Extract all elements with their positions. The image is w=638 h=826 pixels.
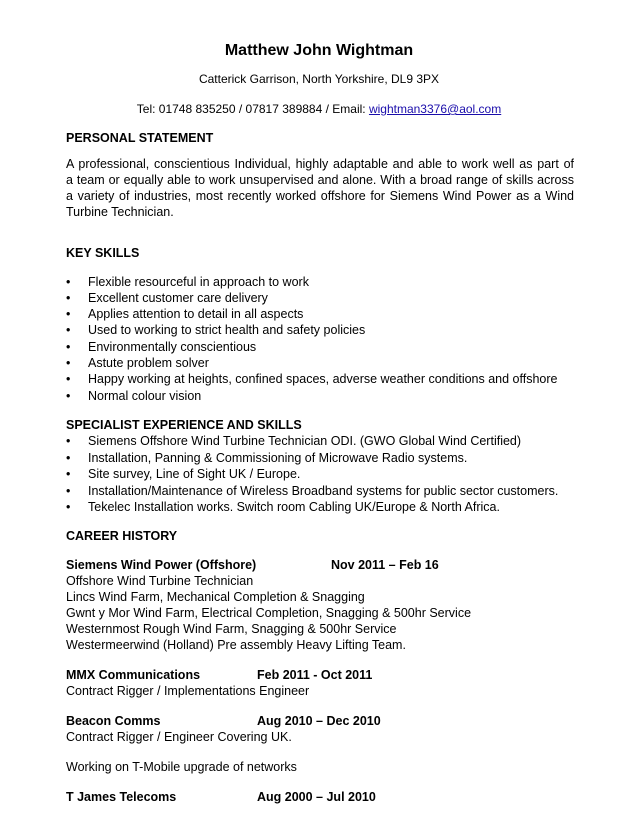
job-employer: T James Telecoms xyxy=(66,790,177,804)
key-skill-text: Happy working at heights, confined spaces, adverse weather conditions and offshore xyxy=(88,372,558,386)
address: Catterick Garrison, North Yorkshire, DL9 3PX xyxy=(198,72,440,86)
bullet-icon: • xyxy=(66,451,71,465)
key-skill-text: Astute problem solver xyxy=(88,356,209,370)
job-dates: Nov 2011 – Feb 16 xyxy=(331,558,439,572)
bullet-icon: • xyxy=(66,307,71,321)
email-link[interactable]: wightman3376@aol.com xyxy=(368,102,502,116)
resume-name: Matthew John Wightman xyxy=(224,42,414,59)
key-skill-text: Applies attention to detail in all aspects xyxy=(88,307,304,321)
job-employer: Siemens Wind Power (Offshore) xyxy=(66,558,257,572)
key-skill-text: Used to working to strict health and safety policies xyxy=(88,323,366,337)
career-history-heading: CAREER HISTORY xyxy=(66,529,178,543)
job-detail: Westermeerwind (Holland) Pre assembly Heavy Lifting Team. xyxy=(66,638,406,652)
specialist-heading: SPECIALIST EXPERIENCE AND SKILLS xyxy=(66,418,302,432)
statement-line: Turbine Technician. xyxy=(66,205,174,219)
bullet-icon: • xyxy=(66,356,71,370)
personal-statement-heading: PERSONAL STATEMENT xyxy=(66,131,214,145)
bullet-icon: • xyxy=(66,372,71,386)
specialist-text: Tekelec Installation works. Switch room Cabling UK/Europe & North Africa. xyxy=(88,500,500,514)
specialist-text: Installation, Panning & Commissioning of Microwave Radio systems. xyxy=(88,451,468,465)
key-skill-text: Normal colour vision xyxy=(88,389,202,403)
bullet-icon: • xyxy=(66,389,71,403)
specialist-text: Installation/Maintenance of Wireless Broadband systems for public sector customers. xyxy=(88,484,559,498)
job-detail: Lincs Wind Farm, Mechanical Completion & Snagging xyxy=(66,590,365,604)
job-dates: Aug 2010 – Dec 2010 xyxy=(257,714,381,728)
specialist-text: Site survey, Line of Sight UK / Europe. xyxy=(88,467,301,481)
bullet-icon: • xyxy=(66,275,71,289)
key-skill-text: Flexible resourceful in approach to work xyxy=(88,275,309,289)
job-note: Working on T-Mobile upgrade of networks xyxy=(66,760,297,774)
statement-line: a variety of industries, most recently worked offshore for Siemens Wind Power as a Wind xyxy=(66,189,574,203)
job-dates: Feb 2011 - Oct 2011 xyxy=(257,668,373,682)
bullet-icon: • xyxy=(66,467,71,481)
bullet-icon: • xyxy=(66,500,71,514)
bullet-icon: • xyxy=(66,323,71,337)
job-detail: Contract Rigger / Implementations Engineer xyxy=(66,684,310,698)
contact-phones: Tel: 01748 835250 / 07817 389884 / Email: xyxy=(136,102,369,116)
key-skill-text: Environmentally conscientious xyxy=(88,340,257,354)
bullet-icon: • xyxy=(66,484,71,498)
bullet-icon: • xyxy=(66,340,71,354)
key-skill-text: Excellent customer care delivery xyxy=(88,291,268,305)
job-detail: Contract Rigger / Engineer Covering UK. xyxy=(66,730,292,744)
job-dates: Aug 2000 – Jul 2010 xyxy=(257,790,376,804)
specialist-text: Siemens Offshore Wind Turbine Technician ODI. (GWO Global Wind Certified) xyxy=(88,434,522,448)
bullet-icon: • xyxy=(66,291,71,305)
job-detail: Offshore Wind Turbine Technician xyxy=(66,574,254,588)
bullet-icon: • xyxy=(66,434,71,448)
contact-line xyxy=(0,102,638,116)
key-skills-heading: KEY SKILLS xyxy=(66,246,140,260)
job-employer: Beacon Comms xyxy=(66,714,161,728)
job-detail: Westernmost Rough Wind Farm, Snagging & 500hr Service xyxy=(66,622,397,636)
job-employer: MMX Communications xyxy=(66,668,201,682)
statement-line: a team or equally able to work unsupervised and alone. With a broad range of skills across xyxy=(66,173,574,187)
job-detail: Gwnt y Mor Wind Farm, Electrical Completion, Snagging & 500hr Service xyxy=(66,606,472,620)
personal-statement-text xyxy=(66,156,574,220)
statement-line: A professional, conscientious Individual, highly adaptable and able to work well as part of xyxy=(66,157,574,171)
